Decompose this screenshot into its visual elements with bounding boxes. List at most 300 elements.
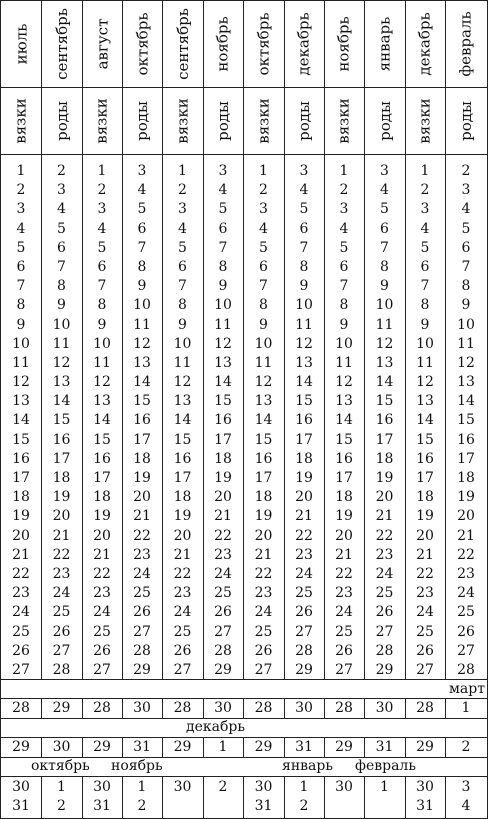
day-cell: 28 <box>214 642 232 659</box>
day-cell: 16 <box>457 431 475 448</box>
day-cell: 13 <box>93 393 111 410</box>
day-cell: 26 <box>214 604 232 621</box>
day-cell: 6 <box>137 220 147 237</box>
day-cell: 1 <box>16 163 26 179</box>
type-label: роды <box>295 100 313 141</box>
column-month-header <box>243 1 284 87</box>
day-cell: 27 <box>416 661 434 678</box>
day-cell: 2 <box>461 163 471 179</box>
day-cell: 13 <box>457 374 475 391</box>
day-cell: 29 <box>133 661 151 678</box>
day-cell: 22 <box>52 546 71 563</box>
day-cell: 18 <box>133 450 151 467</box>
day-cell: 24 <box>133 565 151 582</box>
day-cell: 16 <box>93 450 111 467</box>
day-cell: 15 <box>457 412 475 429</box>
day-cell: 17 <box>457 450 475 467</box>
day-cell: 7 <box>259 278 268 295</box>
tail-day-cell: 30 <box>12 779 30 795</box>
tail-day-cell: 30 <box>335 779 353 795</box>
day-cell: 14 <box>173 412 192 429</box>
day-cell: 4 <box>420 220 430 237</box>
day-cell: 4 <box>178 220 187 237</box>
day-cell: 22 <box>335 565 353 582</box>
day-cell: 6 <box>339 258 349 275</box>
day-cell: 14 <box>214 374 232 391</box>
month-label: декабрь <box>416 12 435 76</box>
column-type-header <box>203 87 243 154</box>
tail-day-cell: 30 <box>173 779 192 795</box>
day-cell: 15 <box>335 431 353 448</box>
day-cell: 20 <box>214 489 232 506</box>
day-cell: 24 <box>375 565 394 582</box>
column-type-header <box>1 87 41 154</box>
day-cell: 22 <box>254 565 273 582</box>
day-cell: 11 <box>254 354 273 371</box>
day-cell: 3 <box>16 201 26 218</box>
day-cell: 10 <box>12 335 30 352</box>
column-type-header <box>445 87 487 154</box>
day-cell: 7 <box>218 239 228 256</box>
day-cell: 26 <box>416 642 434 659</box>
day-cell: 14 <box>52 393 71 410</box>
day-cell: 17 <box>133 431 151 448</box>
day-cell: 15 <box>254 431 273 448</box>
day-cell: 6 <box>178 258 187 275</box>
day-cell: 25 <box>93 623 111 640</box>
day-cell: 21 <box>12 546 30 563</box>
type-label: вязки <box>173 97 192 144</box>
day-cell: 15 <box>12 431 30 448</box>
month-label: октябрь <box>133 12 151 76</box>
day-cell: 8 <box>97 297 107 314</box>
day-cell: 5 <box>57 220 66 237</box>
day-column <box>1 162 41 680</box>
day-cell: 3 <box>339 201 349 218</box>
day-cell: 16 <box>335 450 353 467</box>
tail-day-cell: 3 <box>461 779 471 795</box>
day-cell: 21 <box>295 508 313 525</box>
type-label: вязки <box>93 97 111 144</box>
day-cell: 7 <box>178 278 187 295</box>
month-label: декабрь <box>295 12 314 76</box>
day-cell: 15 <box>133 393 151 410</box>
day-cell: 13 <box>214 354 232 371</box>
column-type-header <box>243 87 284 154</box>
day-cell: 24 <box>335 604 353 621</box>
month-label: август <box>93 18 111 70</box>
day-cell: 9 <box>97 316 107 333</box>
day-cell: 3 <box>420 201 430 218</box>
day-cell: 4 <box>57 201 66 218</box>
day-cell: 2 <box>97 182 107 199</box>
day-column <box>445 162 487 680</box>
tail-day-cell: 29 <box>52 700 71 716</box>
day-cell: 18 <box>173 489 192 506</box>
day-cell: 2 <box>339 182 349 199</box>
day-cell: 18 <box>295 450 313 467</box>
tail-day-cell: 2 <box>461 739 471 755</box>
day-cell: 19 <box>93 508 111 525</box>
day-cell: 9 <box>16 316 26 333</box>
day-cell: 22 <box>457 546 475 563</box>
day-cell: 26 <box>12 642 30 659</box>
column-type-header <box>284 87 324 154</box>
tail-day-cell: 28 <box>254 700 273 716</box>
day-cell: 10 <box>52 316 71 333</box>
day-cell: 8 <box>57 278 66 295</box>
day-cell: 16 <box>173 450 192 467</box>
type-label: роды <box>52 100 71 141</box>
day-cell: 12 <box>173 374 192 391</box>
day-cell: 5 <box>380 201 389 218</box>
day-cell: 4 <box>299 182 309 199</box>
day-cell: 3 <box>137 163 147 179</box>
day-cell: 2 <box>259 182 268 199</box>
day-cell: 25 <box>214 585 232 602</box>
day-cell: 26 <box>295 604 313 621</box>
day-cell: 7 <box>380 239 389 256</box>
day-cell: 12 <box>254 374 273 391</box>
day-cell: 6 <box>218 220 228 237</box>
day-cell: 11 <box>457 335 475 352</box>
day-cell: 23 <box>173 585 192 602</box>
day-cell: 12 <box>416 374 434 391</box>
day-cell: 21 <box>416 546 434 563</box>
day-cell: 20 <box>416 527 434 544</box>
tail-day-cell: 28 <box>335 700 353 716</box>
day-cell: 14 <box>375 374 394 391</box>
tail-day-cell: 30 <box>133 700 151 716</box>
day-cell: 10 <box>173 335 192 352</box>
day-cell: 3 <box>57 182 66 199</box>
day-cell: 24 <box>93 604 111 621</box>
day-cell: 19 <box>52 489 71 506</box>
tail-day-cell: 31 <box>254 798 273 814</box>
column-type-header <box>324 87 364 154</box>
day-column <box>162 162 203 680</box>
day-cell: 7 <box>299 239 309 256</box>
day-column <box>284 162 324 680</box>
day-cell: 3 <box>259 201 268 218</box>
day-cell: 17 <box>295 431 313 448</box>
day-cell: 19 <box>375 470 394 486</box>
day-cell: 22 <box>93 565 111 582</box>
day-cell: 17 <box>416 470 434 486</box>
day-cell: 4 <box>259 220 268 237</box>
day-cell: 21 <box>335 546 353 563</box>
day-column <box>324 162 364 680</box>
month-label: ноябрь <box>335 16 354 72</box>
day-cell: 25 <box>457 604 475 621</box>
month-label: сентябрь <box>52 8 71 80</box>
day-cell: 16 <box>214 412 232 429</box>
day-cell: 23 <box>457 565 475 582</box>
day-cell: 25 <box>295 585 313 602</box>
tail-day-cell: 1 <box>137 779 147 795</box>
day-cell: 10 <box>133 297 151 314</box>
day-cell: 12 <box>457 354 475 371</box>
day-cell: 8 <box>178 297 187 314</box>
column-month-header <box>203 1 243 87</box>
day-cell: 9 <box>461 297 471 314</box>
day-cell: 5 <box>97 239 107 256</box>
day-cell: 13 <box>416 393 434 410</box>
day-cell: 27 <box>12 661 30 678</box>
day-cell: 19 <box>133 470 151 486</box>
table-rule <box>1 154 487 155</box>
tail-day-cell: 29 <box>93 739 111 755</box>
day-cell: 3 <box>178 201 187 218</box>
day-cell: 24 <box>416 604 434 621</box>
tail-day-cell: 28 <box>93 700 111 716</box>
column-month-header <box>445 1 487 87</box>
day-cell: 18 <box>254 489 273 506</box>
type-label: роды <box>214 100 232 141</box>
month-note-march: март <box>449 681 485 697</box>
tail-day-cell: 30 <box>375 700 394 716</box>
day-cell: 6 <box>259 258 268 275</box>
day-cell: 23 <box>133 546 151 563</box>
day-cell: 24 <box>173 604 192 621</box>
month-label: январь <box>375 16 394 72</box>
day-cell: 12 <box>295 335 313 352</box>
day-cell: 18 <box>12 489 30 506</box>
day-cell: 19 <box>12 508 30 525</box>
day-cell: 5 <box>16 239 26 256</box>
day-cell: 23 <box>214 546 232 563</box>
day-cell: 24 <box>254 604 273 621</box>
column-type-header <box>405 87 445 154</box>
day-cell: 8 <box>299 258 309 275</box>
day-cell: 24 <box>12 604 30 621</box>
tail-day-cell: 1 <box>218 739 228 755</box>
tail-day-cell: 31 <box>295 739 313 755</box>
day-cell: 16 <box>416 450 434 467</box>
tail-day-cell: 1 <box>57 779 66 795</box>
day-cell: 26 <box>52 623 71 640</box>
type-label: роды <box>133 100 151 141</box>
day-cell: 12 <box>93 374 111 391</box>
day-cell: 21 <box>457 527 475 544</box>
day-cell: 6 <box>420 258 430 275</box>
tail-day-cell: 31 <box>133 739 151 755</box>
day-cell: 10 <box>295 297 313 314</box>
day-cell: 12 <box>335 374 353 391</box>
day-cell: 15 <box>173 431 192 448</box>
day-cell: 24 <box>52 585 71 602</box>
day-cell: 23 <box>254 585 273 602</box>
day-cell: 13 <box>335 393 353 410</box>
day-cell: 24 <box>214 565 232 582</box>
day-cell: 12 <box>12 374 30 391</box>
day-cell: 13 <box>254 393 273 410</box>
day-cell: 27 <box>93 661 111 678</box>
day-cell: 10 <box>416 335 434 352</box>
day-cell: 14 <box>335 412 353 429</box>
day-cell: 17 <box>93 470 111 486</box>
tail-day-cell: 31 <box>416 798 434 814</box>
day-cell: 23 <box>295 546 313 563</box>
tail-day-cell: 30 <box>295 700 313 716</box>
tail-day-cell: 28 <box>173 700 192 716</box>
day-cell: 27 <box>457 642 475 659</box>
column-type-header <box>162 87 203 154</box>
day-cell: 12 <box>214 335 232 352</box>
day-cell: 4 <box>97 220 107 237</box>
day-cell: 9 <box>339 316 349 333</box>
day-cell: 8 <box>380 258 389 275</box>
tail-day-cell: 2 <box>218 779 228 795</box>
day-cell: 22 <box>214 527 232 544</box>
column-month-header <box>405 1 445 87</box>
day-cell: 19 <box>214 470 232 486</box>
day-cell: 6 <box>380 220 389 237</box>
day-cell: 16 <box>375 412 394 429</box>
tail-day-cell: 2 <box>299 798 309 814</box>
day-cell: 13 <box>12 393 30 410</box>
day-cell: 3 <box>97 201 107 218</box>
day-cell: 1 <box>259 163 268 179</box>
day-cell: 18 <box>375 450 394 467</box>
day-cell: 18 <box>416 489 434 506</box>
day-cell: 13 <box>52 374 71 391</box>
day-cell: 10 <box>457 316 475 333</box>
day-cell: 2 <box>16 182 26 199</box>
day-cell: 11 <box>12 354 30 371</box>
column-type-header <box>41 87 82 154</box>
day-cell: 20 <box>457 508 475 525</box>
day-cell: 14 <box>133 374 151 391</box>
day-cell: 8 <box>16 297 26 314</box>
day-cell: 9 <box>299 278 309 295</box>
day-cell: 16 <box>295 412 313 429</box>
day-cell: 20 <box>173 527 192 544</box>
day-cell: 7 <box>16 278 26 295</box>
tail-day-cell: 30 <box>416 779 434 795</box>
day-cell: 15 <box>52 412 71 429</box>
tail-day-cell: 30 <box>254 779 273 795</box>
month-label: февраль <box>457 11 475 77</box>
tail-day-cell: 31 <box>375 739 394 755</box>
day-cell: 3 <box>218 163 228 179</box>
day-cell: 15 <box>416 431 434 448</box>
day-cell: 19 <box>254 508 273 525</box>
type-label: вязки <box>416 97 434 144</box>
day-cell: 17 <box>52 450 71 467</box>
column-type-header <box>364 87 405 154</box>
day-cell: 25 <box>133 585 151 602</box>
day-cell: 7 <box>57 258 66 275</box>
day-cell: 10 <box>254 335 273 352</box>
day-cell: 21 <box>375 508 394 525</box>
day-cell: 27 <box>375 623 394 640</box>
column-month-header <box>364 1 405 87</box>
tail-day-cell: 28 <box>12 700 30 716</box>
day-cell: 2 <box>178 182 187 199</box>
day-cell: 14 <box>12 412 30 429</box>
day-cell: 12 <box>133 335 151 352</box>
day-cell: 21 <box>173 546 192 563</box>
day-cell: 28 <box>52 661 71 678</box>
day-cell: 26 <box>133 604 151 621</box>
day-cell: 22 <box>375 527 394 544</box>
day-cell: 25 <box>52 604 71 621</box>
tail-day-cell: 28 <box>416 700 434 716</box>
day-cell: 27 <box>133 623 151 640</box>
day-cell: 27 <box>173 661 192 678</box>
day-column <box>243 162 284 680</box>
day-cell: 11 <box>416 354 434 371</box>
day-cell: 12 <box>375 335 394 352</box>
day-cell: 19 <box>335 508 353 525</box>
day-cell: 17 <box>375 431 394 448</box>
day-cell: 8 <box>137 258 147 275</box>
day-cell: 26 <box>335 642 353 659</box>
day-cell: 11 <box>295 316 313 333</box>
column-month-header <box>1 1 41 87</box>
day-cell: 6 <box>16 258 26 275</box>
table-rule <box>1 776 487 777</box>
day-cell: 20 <box>295 489 313 506</box>
day-column <box>405 162 445 680</box>
month-label: ноябрь <box>214 16 233 72</box>
column-month-header <box>41 1 82 87</box>
day-cell: 17 <box>12 470 30 486</box>
day-cell: 24 <box>295 565 313 582</box>
day-cell: 28 <box>133 642 151 659</box>
day-cell: 9 <box>218 278 228 295</box>
day-cell: 11 <box>375 316 394 333</box>
day-cell: 17 <box>214 431 232 448</box>
tail-day-cell: 4 <box>461 798 471 814</box>
day-cell: 21 <box>254 546 273 563</box>
day-cell: 1 <box>178 163 187 179</box>
day-column <box>82 162 122 680</box>
tail-day-cell: 30 <box>52 739 71 755</box>
day-cell: 17 <box>335 470 353 486</box>
day-cell: 26 <box>254 642 273 659</box>
day-cell: 23 <box>375 546 394 563</box>
day-cell: 23 <box>52 565 71 582</box>
tail-day-cell: 29 <box>335 739 353 755</box>
day-cell: 8 <box>259 297 268 314</box>
month-note-february: февраль <box>355 758 416 774</box>
day-cell: 18 <box>457 470 475 486</box>
day-cell: 15 <box>214 393 232 410</box>
column-month-header <box>324 1 364 87</box>
day-cell: 9 <box>57 297 66 314</box>
day-cell: 23 <box>93 585 111 602</box>
day-cell: 2 <box>57 163 66 179</box>
day-cell: 5 <box>218 201 228 218</box>
tail-day-cell: 2 <box>57 798 66 814</box>
day-cell: 16 <box>12 450 30 467</box>
type-label: вязки <box>12 97 30 144</box>
day-cell: 18 <box>93 489 111 506</box>
day-cell: 9 <box>420 316 430 333</box>
type-label: вязки <box>254 97 273 144</box>
day-cell: 5 <box>461 220 471 237</box>
day-cell: 20 <box>52 508 71 525</box>
tail-day-cell: 29 <box>12 739 30 755</box>
day-cell: 19 <box>416 508 434 525</box>
day-cell: 14 <box>254 412 273 429</box>
day-cell: 8 <box>420 297 430 314</box>
day-cell: 5 <box>137 201 147 218</box>
day-cell: 11 <box>52 335 71 352</box>
day-cell: 22 <box>12 565 30 582</box>
